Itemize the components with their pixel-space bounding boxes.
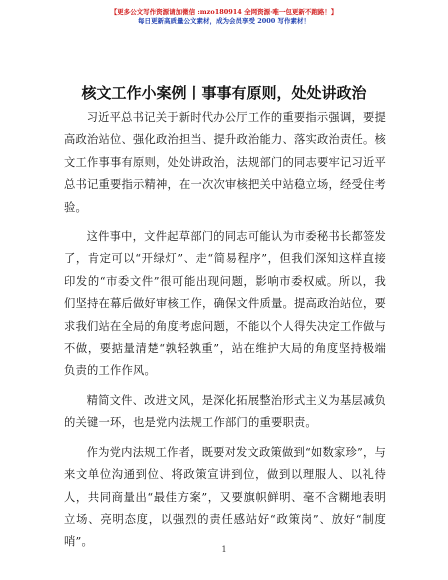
paragraph-2: 这件事中，文件起草部门的同志可能认为市委秘书长都签发了，肯定可以“开绿灯”、走“简易程序”，但我们深知这样直接印发的“市委文件”很可能出现问题，影响市委权威。所以，我们坚持在幕后做好审核工作，确保文件质量。提高政治站位，要求我们站在全局的角度考虑问题，不能以个人得失决定工作做与不做，要掂量清楚“孰轻孰重”，站在维护大局的角度坚持极端负责的工作作风。 [64,230,386,378]
document-body [64,107,386,561]
promo-banner-line-1: 【更多公文写作资源请加微信 :mzo180914 全网资源·唯一包更新不跑路！】 [110,8,338,16]
promo-banner-line-2: 每日更新高质量公文素材，成为会员享受 2000 写作素材！ [137,17,311,25]
paragraph-1: 习近平总书记关于新时代办公厅工作的重要指示强调，要提高政治站位、强化政治担当、提升政治能力、落实政治责任。核文工作事事有原则，处处讲政治，法规部门的同志要牢记习近平总书记重要指示精神，在一次次审核把关中站稳立场，经受住考验。 [64,111,386,214]
paragraph-3: 精简文件、改进文风，是深化拓展整治形式主义为基层减负的关键一环，也是党内法规工作部门的重要职责。 [64,393,386,430]
document-title: 核文工作小案例丨事事有原则，处处讲政治 [81,84,367,102]
page-number: 1 [221,545,227,554]
paragraph-4: 作为党内法规工作者，既要对发文政策做到“如数家珍”，与来文单位沟通到位、将政策宣讲到位，做到以理服人、以礼待人，共同商量出“最佳方案”，又要旗帜鲜明、毫不含糊地表明立场、亮明态度，以强烈的责任感站好“政策岗”、放好“制度哨”。 [64,445,386,549]
promo-banner [0,8,448,26]
